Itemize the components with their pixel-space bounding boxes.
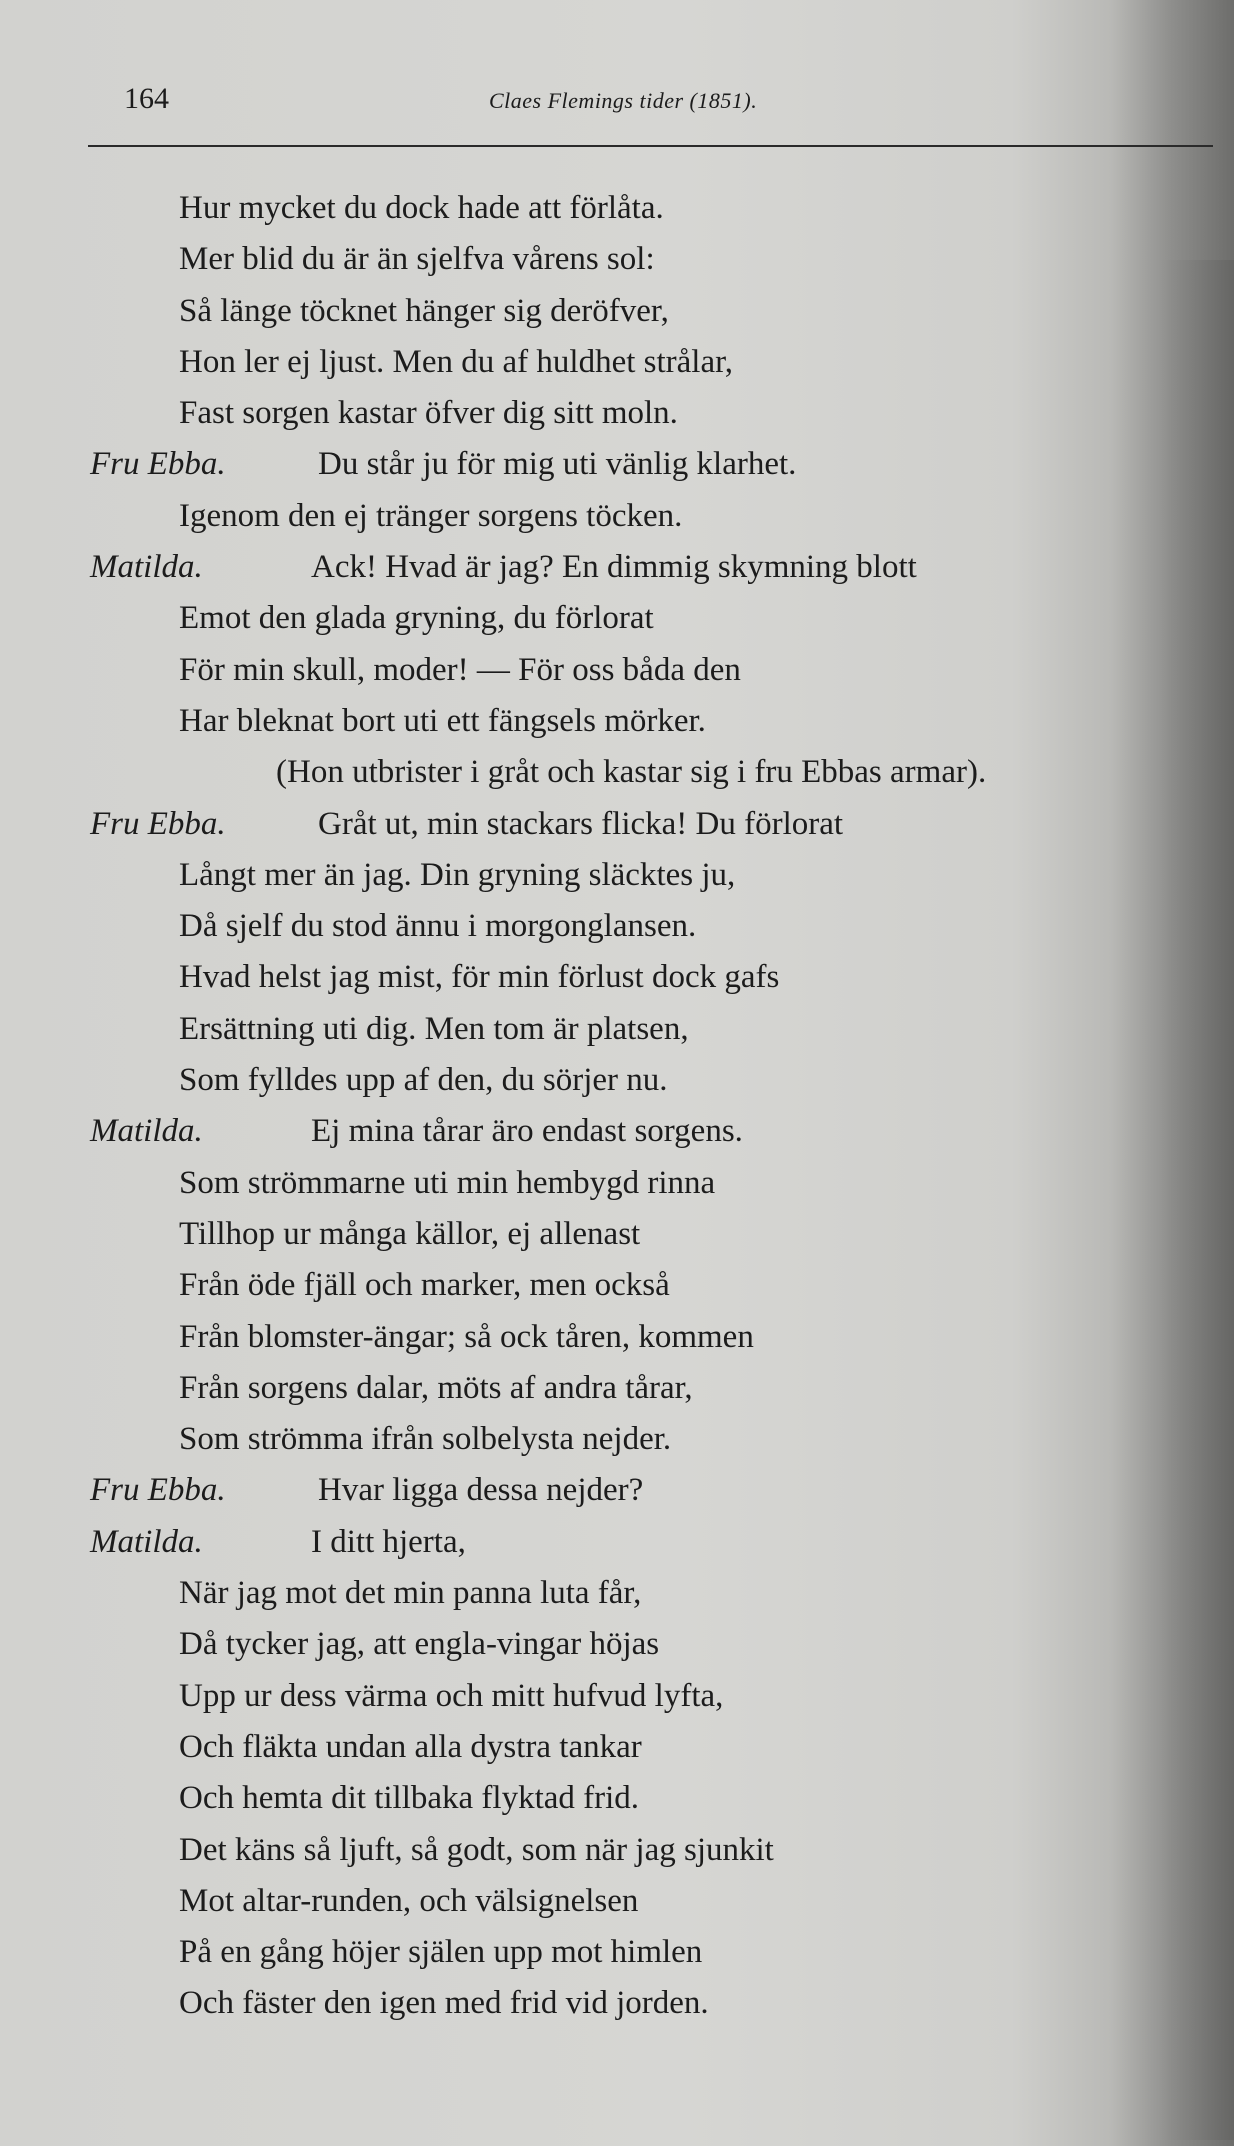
verse-text: Från sorgens dalar, möts af andra tårar, (179, 1369, 693, 1406)
verse-text: Det käns så ljuft, så godt, som när jag sjunkit (179, 1831, 774, 1868)
speaker-name: Fru Ebba. (90, 1472, 226, 1509)
verse-line (88, 1722, 1198, 1773)
speaker-name: Fru Ebba. (90, 805, 226, 842)
verse-line (88, 1927, 1198, 1978)
verse-line (88, 1004, 1198, 1055)
verse-text: Upp ur dess värma och mitt hufvud lyfta, (179, 1677, 724, 1714)
verse-line (88, 696, 1198, 747)
verse-line (88, 1055, 1198, 1106)
verse-text: När jag mot det min panna luta får, (179, 1575, 642, 1612)
verse-text: Då tycker jag, att engla-vingar höjas (179, 1626, 660, 1663)
verse-text: Från blomster-ängar; så ock tåren, kommen (179, 1318, 754, 1355)
verse-text: Och fläkta undan alla dystra tankar (179, 1728, 642, 1765)
verse-text: Ersättning uti dig. Men tom är platsen, (179, 1010, 689, 1047)
stage-direction (88, 747, 1198, 798)
verse-text: Mer blid du är än sjelfva vårens sol: (179, 241, 655, 278)
verse-line (88, 1158, 1198, 1209)
verse-line (88, 1260, 1198, 1311)
verse-line (88, 952, 1198, 1003)
verse-line (88, 1209, 1198, 1260)
verse-line (88, 1773, 1198, 1824)
verse-text-block (88, 183, 1198, 2030)
page-number: 164 (124, 82, 169, 115)
verse-text: Som fylldes upp af den, du sörjer nu. (179, 1062, 668, 1099)
verse-text: Och hemta dit tillbaka flyktad frid. (179, 1780, 640, 1817)
verse-text: Som strömma ifrån solbelysta nejder. (179, 1421, 672, 1458)
verse-text: Långt mer än jag. Din gryning släcktes ju, (179, 856, 736, 893)
speaker-line (88, 439, 1198, 490)
verse-line (88, 491, 1198, 542)
speaker-name: Fru Ebba. (90, 446, 226, 483)
speech-text: Gråt ut, min stackars flicka! Du förlorat (318, 805, 844, 842)
verse-line (88, 901, 1198, 952)
page-edge-shadow (1160, 260, 1234, 2140)
speaker-line (88, 1465, 1198, 1516)
verse-text: Hvad helst jag mist, för min förlust dock gafs (179, 959, 780, 996)
verse-line (88, 337, 1198, 388)
verse-line (88, 388, 1198, 439)
speaker-line (88, 542, 1198, 593)
verse-line (88, 1671, 1198, 1722)
speaker-line (88, 1517, 1198, 1568)
verse-line (88, 286, 1198, 337)
page-header (124, 82, 1124, 122)
verse-text: Mot altar-runden, och välsignelsen (179, 1882, 639, 1919)
speaker-name: Matilda. (90, 1113, 203, 1150)
verse-line (88, 1414, 1198, 1465)
verse-text: Då sjelf du stod ännu i morgonglansen. (179, 908, 697, 945)
verse-line (88, 234, 1198, 285)
speech-text: I ditt hjerta, (311, 1523, 466, 1560)
speech-text: Hvar ligga dessa nejder? (318, 1472, 644, 1509)
verse-line (88, 1312, 1198, 1363)
speaker-name: Matilda. (90, 1523, 203, 1560)
verse-line (88, 645, 1198, 696)
verse-text: För min skull, moder! — För oss båda den (179, 651, 741, 688)
verse-text: Hur mycket du dock hade att förlåta. (179, 190, 664, 226)
verse-text: Från öde fjäll och marker, men också (179, 1267, 670, 1304)
verse-line (88, 1568, 1198, 1619)
verse-line (88, 1876, 1198, 1927)
stage-direction-text: (Hon utbrister i gråt och kastar sig i fru Ebbas armar). (276, 754, 987, 791)
speaker-name: Matilda. (90, 549, 203, 586)
verse-text: Emot den glada gryning, du förlorat (179, 600, 654, 637)
verse-text: Har bleknat bort uti ett fängsels mörker. (179, 702, 706, 739)
verse-text: Och fäster den igen med frid vid jorden. (179, 1985, 709, 2022)
verse-line (88, 1363, 1198, 1414)
verse-text: Så länge töcknet hänger sig deröfver, (179, 292, 669, 329)
header-rule (88, 145, 1213, 147)
speech-text: Ack! Hvad är jag? En dimmig skymning blott (311, 549, 917, 586)
verse-line (88, 850, 1198, 901)
speech-text: Du står ju för mig uti vänlig klarhet. (318, 446, 797, 483)
running-title: Claes Flemings tider (1851). (489, 88, 758, 113)
verse-text: Som strömmarne uti min hembygd rinna (179, 1164, 716, 1201)
verse-text: Hon ler ej ljust. Men du af huldhet strålar, (179, 343, 734, 380)
verse-text: Fast sorgen kastar öfver dig sitt moln. (179, 395, 678, 432)
verse-line (88, 1825, 1198, 1876)
verse-text: På en gång höjer själen upp mot himlen (179, 1934, 703, 1971)
speaker-line (88, 799, 1198, 850)
verse-line (88, 593, 1198, 644)
verse-text: Tillhop ur många källor, ej allenast (179, 1215, 641, 1252)
speech-text: Ej mina tårar äro endast sorgens. (311, 1113, 743, 1150)
speaker-line (88, 1106, 1198, 1157)
verse-line (88, 1978, 1198, 2029)
verse-text: Igenom den ej tränger sorgens töcken. (179, 497, 683, 534)
verse-line (88, 183, 1198, 234)
verse-line (88, 1619, 1198, 1670)
